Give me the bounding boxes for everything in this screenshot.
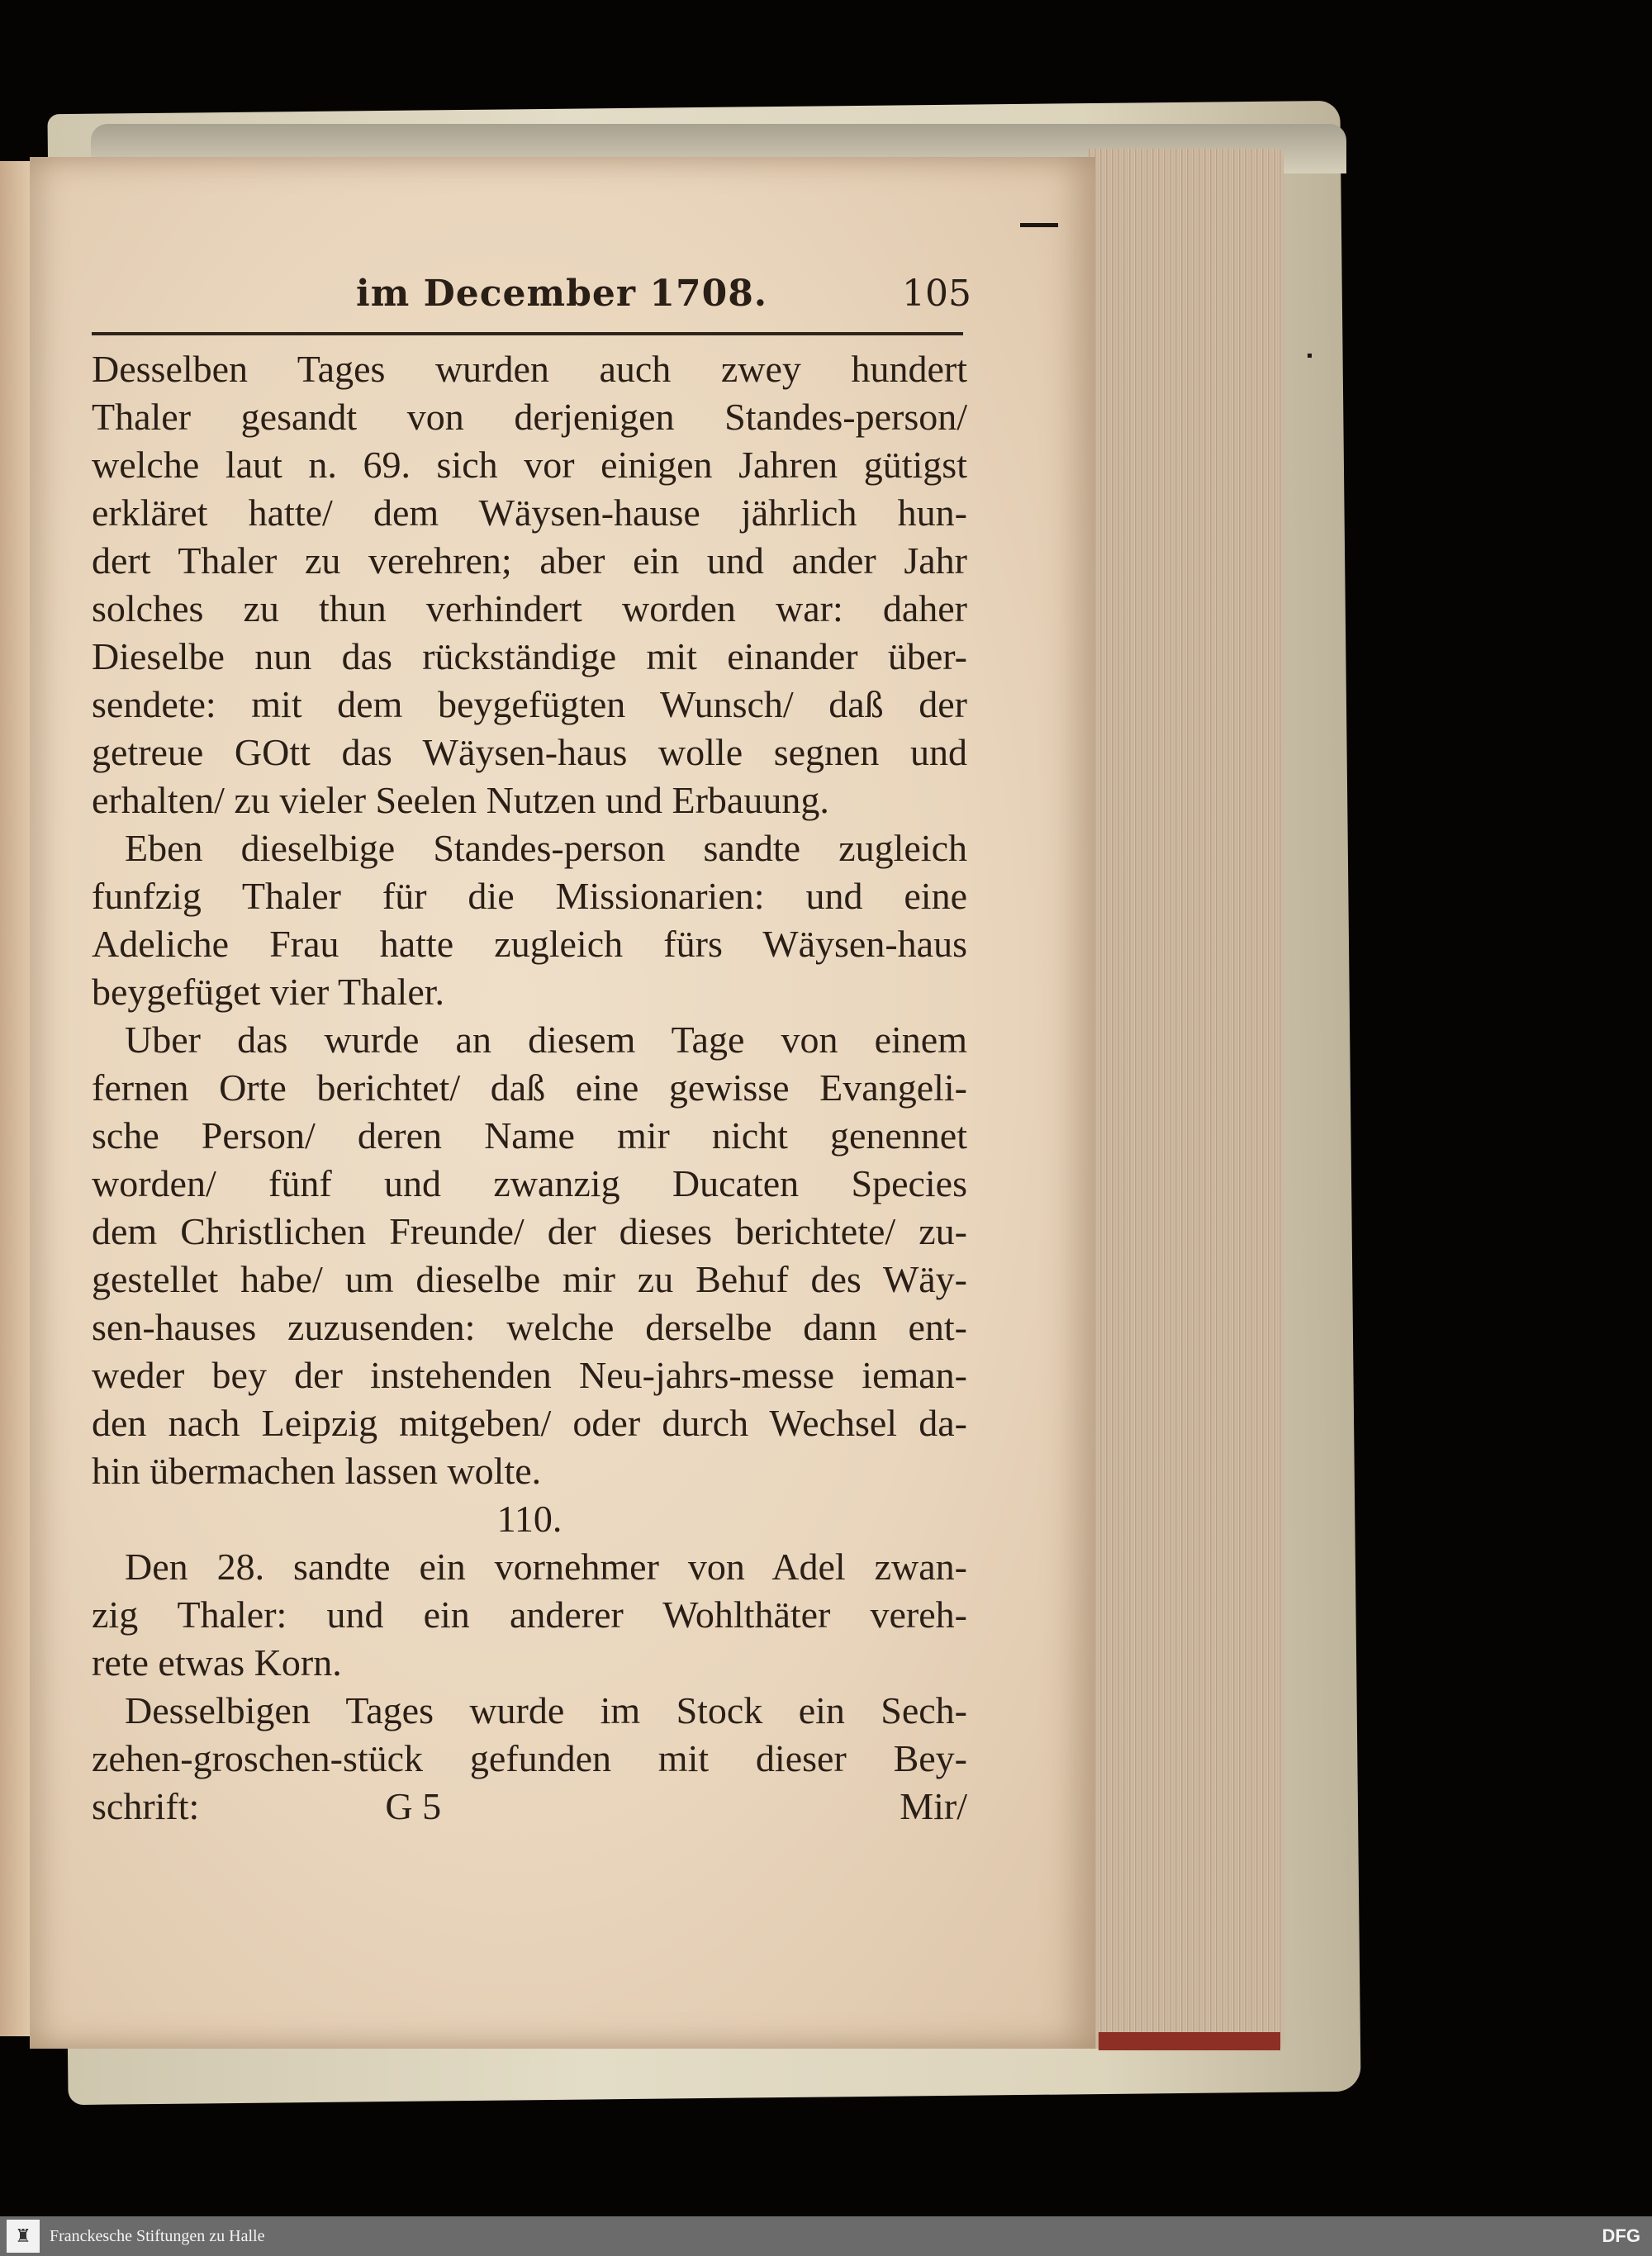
text-line: gestellet habe/ um dieselbe mir zu Behuf des Wäy- [92, 1258, 967, 1300]
text-line: getreue GOtt das Wäysen-haus wolle segnen und [92, 731, 967, 773]
signature-mark: G 5 [385, 1785, 442, 1827]
institution-name: Franckesche Stiftungen zu Halle [50, 2227, 265, 2245]
page-edges [1089, 149, 1284, 2049]
text-line: Desselben Tages wurden auch zwey hundert [92, 348, 967, 390]
catch-line-start: schrift: [92, 1785, 200, 1827]
text-line: rete etwas Korn. [92, 1641, 342, 1684]
text-line: dert Thaler zu verehren; aber ein und ander Jahr [92, 539, 967, 582]
foundation-logo-icon: ♜ [7, 2220, 40, 2253]
header-rule [92, 332, 963, 335]
page-header [121, 273, 996, 330]
text-line: hin übermachen lassen wolte. [92, 1450, 542, 1492]
facing-page-edge [0, 161, 31, 2036]
text-line: zehen-groschen-stück gefunden mit dieser Bey- [92, 1737, 967, 1779]
text-line: Adeliche Frau hatte zugleich fürs Wäysen-haus [92, 923, 967, 965]
page-body [92, 345, 967, 1831]
text-line: beygefüget vier Thaler. [92, 971, 445, 1013]
text-line: dem Christlichen Freunde/ der dieses berichtete/ zu- [92, 1210, 967, 1252]
text-line: Eben dieselbige Standes-person sandte zugleich [125, 827, 967, 869]
text-line: sendete: mit dem beygefügten Wunsch/ daß der [92, 683, 967, 725]
dfg-badge: DFG [1602, 2225, 1640, 2246]
text-line: solches zu thun verhindert worden war: daher [92, 587, 967, 629]
text-line: welche laut n. 69. sich vor einigen Jahren gütigst [92, 444, 967, 486]
text-line: Desselbigen Tages wurde im Stock ein Sech- [125, 1689, 967, 1731]
text-line: den nach Leipzig mitgeben/ oder durch Wechsel da- [92, 1402, 967, 1444]
footer-bar [0, 2216, 1652, 2256]
book-page [30, 157, 1095, 2049]
running-head: im December 1708. [356, 273, 768, 315]
text-line: Uber das wurde an diesem Tage von einem [125, 1019, 967, 1061]
text-line: weder bey der instehenden Neu-jahrs-messe ieman- [92, 1354, 967, 1396]
section-number: 110. [496, 1498, 563, 1540]
catch-line [92, 1783, 967, 1831]
text-line: Thaler gesandt von derjenigen Standes-person/ [92, 396, 967, 438]
text-line: zig Thaler: und ein anderer Wohlthäter vereh- [92, 1593, 967, 1636]
text-line: worden/ fünf und zwanzig Ducaten Species [92, 1162, 967, 1204]
text-line: sen-hauses zuzusenden: welche derselbe dann ent- [92, 1306, 967, 1348]
text-line: sche Person/ deren Name mir nicht genennet [92, 1114, 967, 1156]
ink-dot [1308, 354, 1312, 358]
catchword: Mir/ [900, 1785, 967, 1827]
page-number: 105 [902, 273, 971, 315]
text-line: erkläret hatte/ dem Wäysen-hause jährlich hun- [92, 492, 967, 534]
text-line: Den 28. sandte ein vornehmer von Adel zwan- [125, 1546, 967, 1588]
text-line: erhalten/ zu vieler Seelen Nutzen und Erbauung. [92, 779, 829, 821]
ink-mark [1020, 223, 1058, 227]
text-line: Dieselbe nun das rückständige mit einander über- [92, 635, 967, 677]
text-line: funfzig Thaler für die Missionarien: und eine [92, 875, 967, 917]
red-page-edge [1099, 2032, 1280, 2050]
text-line: fernen Orte berichtet/ daß eine gewisse Evangeli- [92, 1066, 967, 1109]
